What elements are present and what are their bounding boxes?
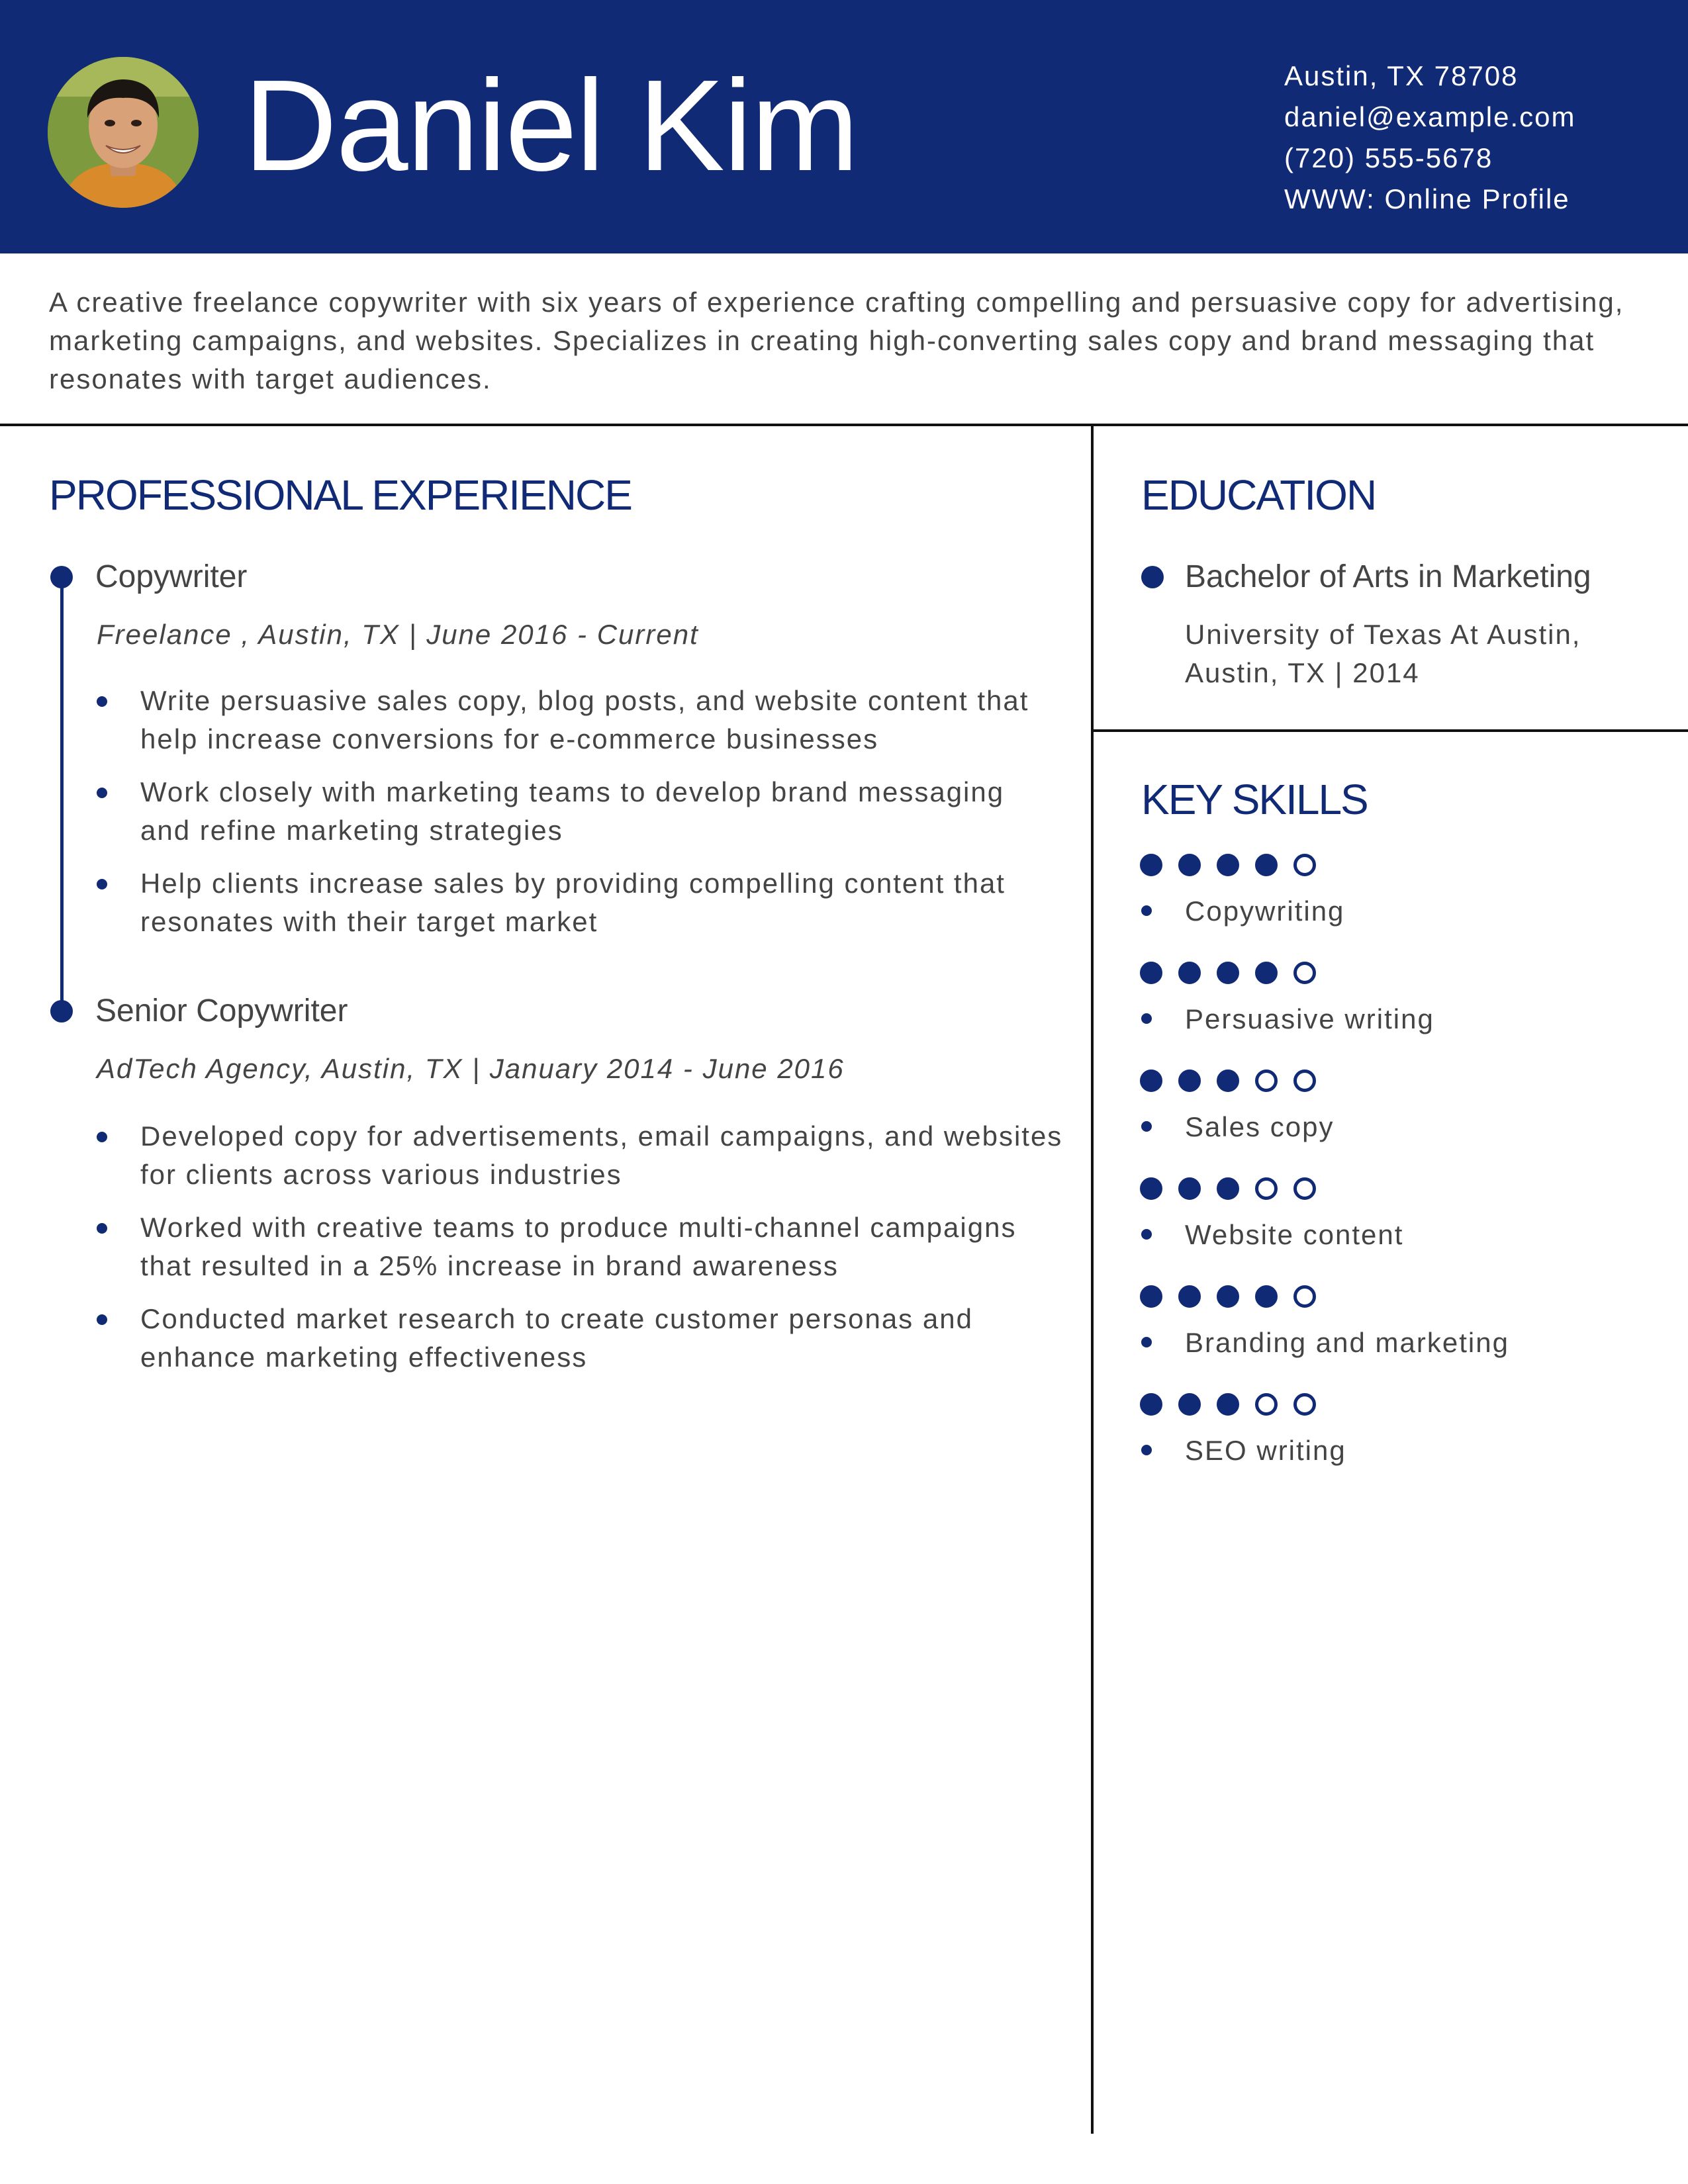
- skill-name: Website content: [1185, 1219, 1404, 1250]
- bullet-item: Work closely with marketing teams to develop brand messaging and refine marketing strategies: [97, 773, 1050, 850]
- job-title: Copywriter: [95, 559, 248, 594]
- experience-heading: PROFESSIONAL EXPERIENCE: [49, 471, 632, 519]
- avatar: [48, 57, 199, 208]
- education-school: [1185, 615, 1581, 692]
- education-degree: Bachelor of Arts in Marketing: [1185, 559, 1591, 594]
- rating-dot-empty: [1293, 1177, 1316, 1200]
- rating-dot-filled: [1255, 962, 1278, 984]
- rating-dot-filled: [1178, 1177, 1201, 1200]
- rating-dot-filled: [1255, 854, 1278, 876]
- rating-dot-filled: [1217, 1393, 1239, 1416]
- rating-dot-empty: [1255, 1393, 1278, 1416]
- job-marker: [50, 1000, 73, 1023]
- rating-dot-filled: [1140, 1177, 1162, 1200]
- skill-name: Sales copy: [1185, 1111, 1335, 1142]
- rating-dot-filled: [1217, 1069, 1239, 1092]
- skill-name: Persuasive writing: [1185, 1003, 1434, 1034]
- rating-dot-filled: [1178, 1069, 1201, 1092]
- rating-dot-filled: [1217, 854, 1239, 876]
- job-marker: [50, 566, 73, 588]
- skills-heading: KEY SKILLS: [1141, 776, 1368, 823]
- rating-dot-filled: [1217, 1285, 1239, 1308]
- skill-name: SEO writing: [1185, 1435, 1346, 1466]
- rating-dot-filled: [1178, 962, 1201, 984]
- job-meta: AdTech Agency, Austin, TX | January 2014 - June 2016: [97, 1053, 845, 1084]
- rating-dot-filled: [1140, 962, 1162, 984]
- job-meta: Freelance , Austin, TX | June 2016 - Current: [97, 619, 699, 650]
- bullet-item: Help clients increase sales by providing compelling content that resonates with their target market: [97, 864, 1050, 941]
- profile-photo: [48, 57, 199, 208]
- job-bullets: [97, 682, 1050, 956]
- skill-bullet: [1141, 1229, 1152, 1240]
- contact-address: Austin, TX 78708: [1284, 60, 1519, 91]
- job-title: Senior Copywriter: [95, 993, 348, 1028]
- education-marker: [1141, 566, 1164, 588]
- contact-email[interactable]: daniel@example.com: [1284, 101, 1576, 132]
- skill-bullet: [1141, 1445, 1152, 1455]
- rating-dot-empty: [1293, 854, 1316, 876]
- rating-dot-empty: [1293, 1069, 1316, 1092]
- divider-top: [0, 424, 1688, 426]
- bullet-item: Conducted market research to create customer personas and enhance marketing effectiveness: [97, 1300, 1063, 1377]
- rating-dot-empty: [1293, 1393, 1316, 1416]
- rating-dot-filled: [1178, 1285, 1201, 1308]
- contact-info: [1284, 56, 1576, 220]
- bullet-item: Developed copy for advertisements, email campaigns, and websites for clients across various industries: [97, 1117, 1063, 1194]
- rating-dot-empty: [1293, 962, 1316, 984]
- contact-website[interactable]: WWW: Online Profile: [1284, 183, 1570, 214]
- summary: A creative freelance copywriter with six years of experience crafting compelling and persuasive copy for advertising, marketing campaigns, and websites. Specializes in creating high-converting sales copy and brand messaging that resonates with target audiences.: [49, 287, 1624, 394]
- rating-dot-filled: [1178, 854, 1201, 876]
- rating-dot-filled: [1217, 1177, 1239, 1200]
- rating-dot-empty: [1255, 1069, 1278, 1092]
- header-banner: [0, 0, 1688, 253]
- rating-dot-filled: [1217, 962, 1239, 984]
- skill-bullet: [1141, 905, 1152, 916]
- rating-dot-filled: [1140, 1285, 1162, 1308]
- bullet-item: Write persuasive sales copy, blog posts, and website content that help increase conversions for e-commerce businesses: [97, 682, 1050, 758]
- rating-dot-filled: [1140, 1393, 1162, 1416]
- skill-bullet: [1141, 1121, 1152, 1132]
- skill-bullet: [1141, 1337, 1152, 1347]
- rating-dot-filled: [1255, 1285, 1278, 1308]
- bullet-item: Worked with creative teams to produce multi-channel campaigns that resulted in a 25% increase in brand awareness: [97, 1208, 1063, 1285]
- rating-dot-empty: [1255, 1177, 1278, 1200]
- divider-education: [1092, 729, 1688, 732]
- timeline-line: [60, 574, 64, 1011]
- job-bullets: [97, 1117, 1063, 1391]
- rating-dot-filled: [1140, 1069, 1162, 1092]
- contact-phone[interactable]: (720) 555-5678: [1284, 142, 1493, 173]
- rating-dot-empty: [1293, 1285, 1316, 1308]
- skill-name: Branding and marketing: [1185, 1327, 1509, 1358]
- rating-dot-filled: [1178, 1393, 1201, 1416]
- education-heading: EDUCATION: [1141, 471, 1376, 519]
- divider-vertical: [1091, 425, 1094, 2134]
- candidate-name: Daniel Kim: [244, 53, 858, 198]
- education-location-year: Austin, TX | 2014: [1185, 657, 1420, 688]
- rating-dot-filled: [1140, 854, 1162, 876]
- skill-bullet: [1141, 1013, 1152, 1024]
- skill-name: Copywriting: [1185, 895, 1345, 927]
- education-school-name: University of Texas At Austin,: [1185, 619, 1581, 650]
